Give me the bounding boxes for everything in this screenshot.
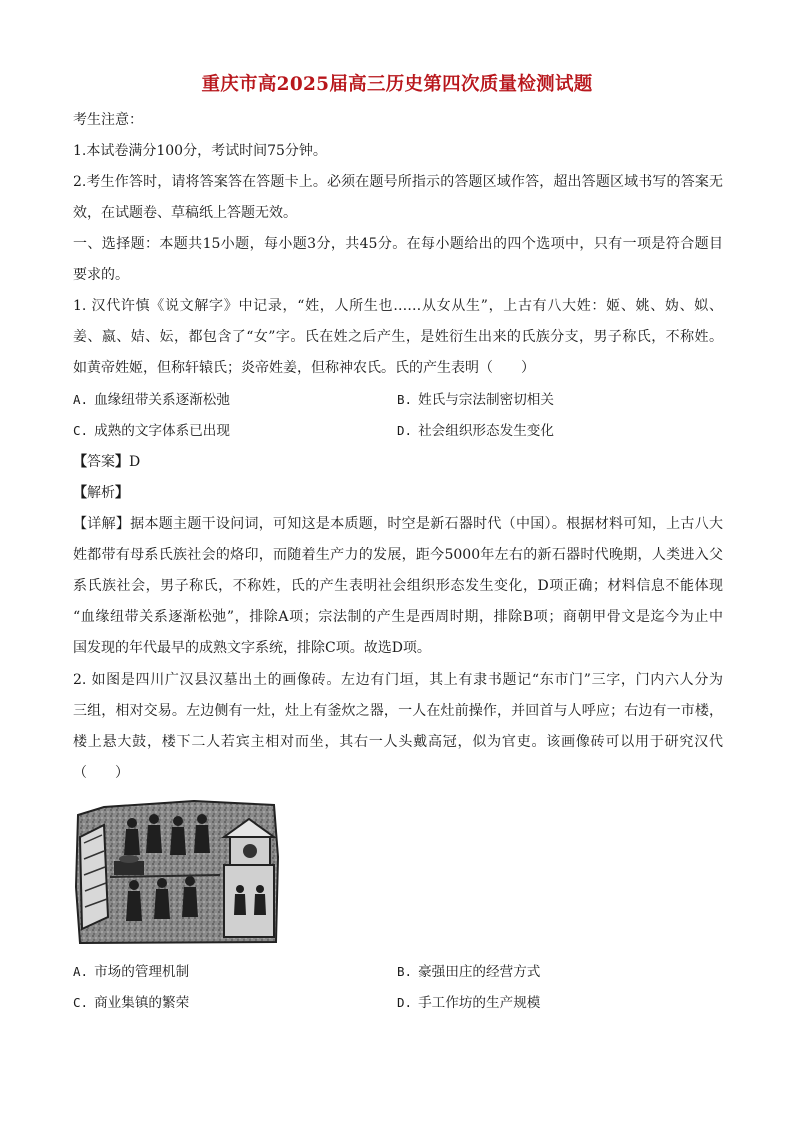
q1-option-b <box>397 390 554 410</box>
q2-option-a-letter: A. <box>73 964 89 979</box>
q2-option-c-letter: C. <box>73 995 89 1010</box>
q1-option-a <box>73 390 230 410</box>
q1-detail-line-1: 【详解】据本题主题干设问词，可知这是本质题，时空是新石器时代（中国）。根据材料可知，上古八大 <box>73 516 724 532</box>
q1-stem-line-1: 1. 汉代许慎《说文解字》中记录，“姓，人所生也……从女从生”，上古有八大姓：姬、姚、妫、姒、 <box>73 298 723 314</box>
q1-answer-value: D <box>129 454 141 470</box>
q1-detail-line-3: 系氏族社会，男子称氏，不称姓，氏的产生表明社会组织形态发生变化，D项正确；材料信息不能体现 <box>73 578 723 594</box>
q1-detail-text-1: 据本题主题干设问词，可知这是本质题，时空是新石器时代（中国）。根据材料可知，上古八大 <box>130 516 724 532</box>
notice-item-2-line-2: 效，在试题卷、草稿纸上答题无效。 <box>73 205 297 221</box>
q1-option-a-letter: A. <box>73 392 89 407</box>
q2-stem-line-3: 楼上悬大鼓，楼下二人若宾主相对而坐，其右一人头戴高冠，似为官吏。该画像砖可以用于研究汉代 <box>73 734 723 750</box>
q1-stem-line-3: 如黄帝姓姬，但称轩辕氏；炎帝姓姜，但称神农氏。氏的产生表明（ ） <box>73 360 535 376</box>
q1-option-c-text: 成熟的文字体系已出现 <box>94 423 230 439</box>
q2-option-d <box>397 993 540 1013</box>
section-heading-line-2: 要求的。 <box>73 267 129 283</box>
q1-option-d <box>397 421 554 441</box>
q1-option-d-text: 社会组织形态发生变化 <box>418 423 554 439</box>
q2-stem-line-1: 2. 如图是四川广汉县汉墓出土的画像砖。左边有门垣，其上有隶书题记“东市门”三字，门内六人分为 <box>73 672 723 688</box>
q1-answer-tag: 答案 <box>87 454 115 470</box>
q2-option-c-text: 商业集镇的繁荣 <box>94 995 190 1011</box>
han-brick-relief-image <box>74 797 280 944</box>
q1-option-d-letter: D. <box>397 423 413 438</box>
q1-stem-line-2: 姜、嬴、姞、妘，都包含了“女”字。氏在姓之后产生，是姓衍生出来的氏族分支，男子称氏，不称姓。 <box>73 329 723 345</box>
q1-option-c-letter: C. <box>73 423 89 438</box>
q2-option-b-letter: B. <box>397 964 413 979</box>
q1-option-b-letter: B. <box>397 392 413 407</box>
q2-stem-line-2: 三组，相对交易。左边侧有一灶，灶上有釜炊之器，一人在灶前操作，并回首与人呼应；右边有一市楼， <box>73 703 723 719</box>
notice-item-2-line-1: 2.考生作答时，请将答案答在答题卡上。必须在题号所指示的答题区域作答，超出答题区域书写的答案无 <box>73 174 723 190</box>
q1-analysis-heading: 【解析】 <box>73 485 129 501</box>
q1-detail-line-5: 国发现的年代最早的成熟文字系统，排除C项。故选D项。 <box>73 640 431 656</box>
q1-detail-line-2: 姓都带有母系氏族社会的烙印，而随着生产力的发展，距今5000年左右的新石器时代晚期，人类进入父 <box>73 547 723 563</box>
q2-option-d-letter: D. <box>397 995 413 1010</box>
q2-option-b <box>397 962 540 982</box>
q1-option-b-text: 姓氏与宗法制密切相关 <box>418 392 554 408</box>
q1-option-c <box>73 421 230 441</box>
q2-stem-line-4: （ ） <box>73 765 129 781</box>
q1-answer: 【答案】D <box>73 454 141 470</box>
q2-option-c <box>73 993 189 1013</box>
q1-detail-tag: 详解 <box>87 516 116 532</box>
q1-option-a-text: 血缘纽带关系逐渐松弛 <box>94 392 230 408</box>
q2-option-a-text: 市场的管理机制 <box>94 964 190 980</box>
notice-heading: 考生注意： <box>73 112 143 128</box>
q1-detail-line-4: “血缘纽带关系逐渐松弛”，排除A项；宗法制的产生是西周时期，排除B项；商朝甲骨文是迄今为止中 <box>73 609 723 625</box>
q2-option-a <box>73 962 189 982</box>
q1-analysis-tag: 解析 <box>87 485 115 501</box>
q2-option-d-text: 手工作坊的生产规模 <box>418 995 541 1011</box>
notice-item-1: 1.本试卷满分100分，考试时间75分钟。 <box>73 143 327 159</box>
page-title: 重庆市高2025届高三历史第四次质量检测试题 <box>201 74 593 95</box>
q2-option-b-text: 豪强田庄的经营方式 <box>418 964 541 980</box>
section-heading-line-1: 一、选择题：本题共15小题，每小题3分，共45分。在每小题给出的四个选项中，只有一项是符合题目 <box>73 236 723 252</box>
